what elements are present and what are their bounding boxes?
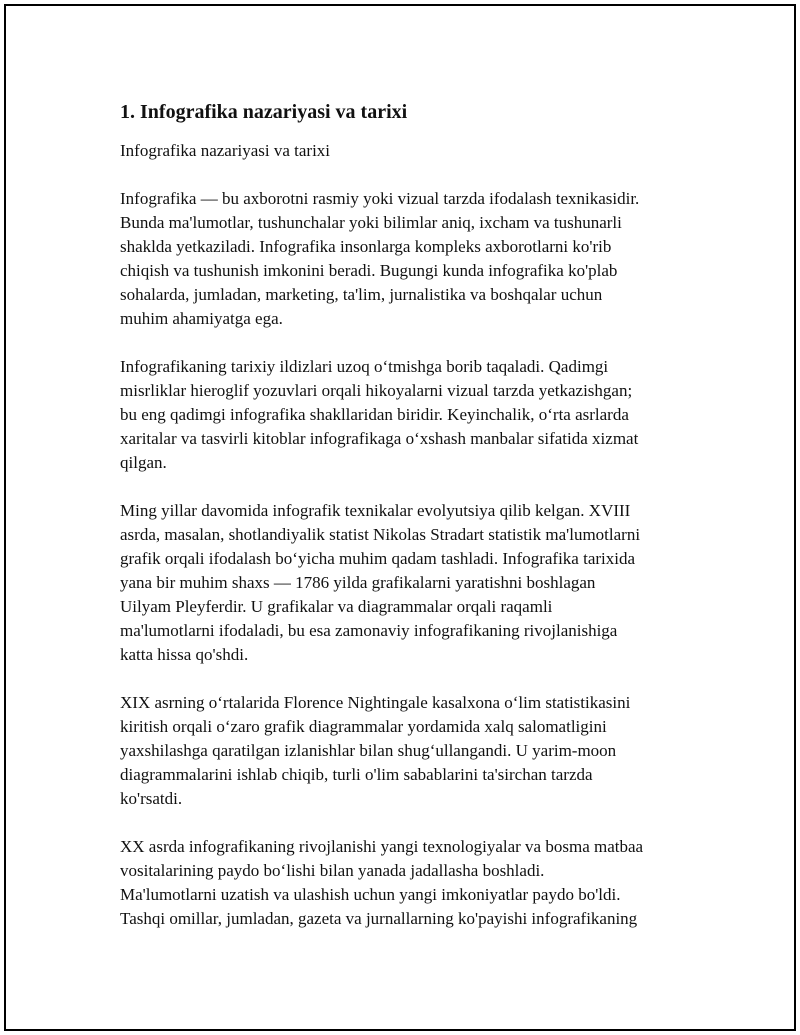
paragraph xyxy=(120,499,700,667)
text-line: yaxshilashga qaratilgan izlanishlar bilan shug‘ullangandi. U yarim-moon xyxy=(120,741,617,760)
text-line: ma'lumotlarni ifodaladi, bu esa zamonaviy infografikaning rivojlanishiga xyxy=(120,621,618,640)
text-line: bu eng qadimgi infografika shakllaridan biridir. Keyinchalik, o‘rta asrlarda xyxy=(120,405,629,424)
text-line: muhim ahamiyatga ega. xyxy=(120,309,283,328)
text-line: diagrammalarini ishlab chiqib, turli o'lim sabablarini ta'sirchan tarzda xyxy=(120,765,593,784)
text-line: misrliklar hieroglif yozuvlari orqali hikoyalarni vizual tarzda yetkazishgan; xyxy=(120,381,633,400)
paragraph xyxy=(120,355,700,475)
text-line: XIX asrning o‘rtalarida Florence Nightingale kasalxona o‘lim statistikasini xyxy=(120,693,631,712)
text-line: yana bir muhim shaxs — 1786 yilda grafikalarni yaratishni boshlagan xyxy=(120,573,596,592)
text-line: kiritish orqali o‘zaro grafik diagrammalar yordamida xalq salomatligini xyxy=(120,717,607,736)
text-line: grafik orqali ifodalash bo‘yicha muhim qadam tashladi. Infografika tarixida xyxy=(120,549,636,568)
text-line: Bunda ma'lumotlar, tushunchalar yoki bilimlar aniq, ixcham va tushunarli xyxy=(120,213,622,232)
paragraph xyxy=(120,691,700,811)
text-line: ko'rsatdi. xyxy=(120,789,183,808)
text-line: vositalarining paydo bo‘lishi bilan yanada jadallasha boshladi. xyxy=(120,861,545,880)
text-line: Infografikaning tarixiy ildizlari uzoq o‘tmishga borib taqaladi. Qadimgi xyxy=(120,357,609,376)
text-line: Tashqi omillar, jumladan, gazeta va jurnallarning ko'payishi infografikaning xyxy=(120,909,638,928)
paragraph xyxy=(120,835,700,931)
section-subheading: Infografika nazariyasi va tarixi xyxy=(120,141,331,160)
text-line: Ma'lumotlarni uzatish va ulashish uchun yangi imkoniyatlar paydo bo'ldi. xyxy=(120,885,621,904)
text-line: katta hissa qo'shdi. xyxy=(120,645,249,664)
page-frame xyxy=(4,4,796,1031)
text-line: xaritalar va tasvirli kitoblar infografikaga o‘xshash manbalar sifatida xizmat xyxy=(120,429,639,448)
document-body xyxy=(120,98,700,955)
text-line: XX asrda infografikaning rivojlanishi yangi texnologiyalar va bosma matbaa xyxy=(120,837,644,856)
text-line: Infografika — bu axborotni rasmiy yoki vizual tarzda ifodalash texnikasidir. xyxy=(120,189,640,208)
text-line: qilgan. xyxy=(120,453,167,472)
text-line: sohalarda, jumladan, marketing, ta'lim, jurnalistika va boshqalar uchun xyxy=(120,285,603,304)
text-line: Uilyam Pleyferdir. U grafikalar va diagrammalar orqali raqamli xyxy=(120,597,553,616)
text-line: shaklda yetkaziladi. Infografika insonlarga kompleks axborotlarni ko'rib xyxy=(120,237,612,256)
text-line: Ming yillar davomida infografik texnikalar evolyutsiya qilib kelgan. XVIII xyxy=(120,501,631,520)
section-heading: 1. Infografika nazariyasi va tarixi xyxy=(120,101,408,123)
paragraph xyxy=(120,187,700,331)
text-line: asrda, masalan, shotlandiyalik statist Nikolas Stradart statistik ma'lumotlarni xyxy=(120,525,641,544)
text-line: chiqish va tushunish imkonini beradi. Bugungi kunda infografika ko'plab xyxy=(120,261,618,280)
